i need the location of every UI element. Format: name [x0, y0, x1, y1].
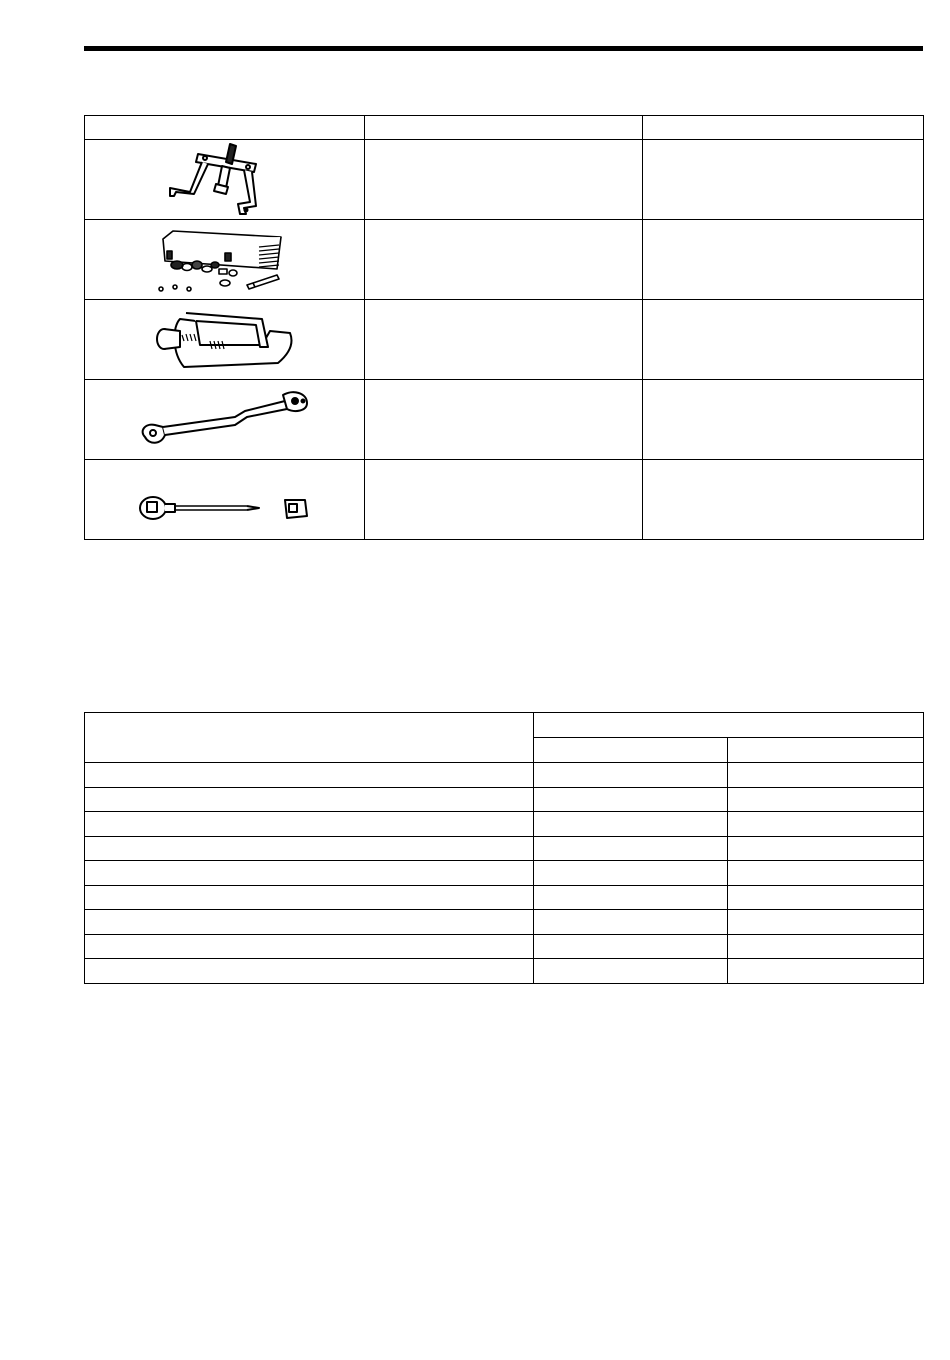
tool-illustration-cell: [85, 460, 365, 540]
tool-description: [365, 300, 643, 380]
cell-item: [85, 861, 534, 886]
cell-value-1: [534, 959, 728, 984]
header-illustration: [85, 116, 365, 140]
tool-illustration-cell: [85, 300, 365, 380]
tool-usage: [643, 140, 924, 220]
tool-description: [365, 140, 643, 220]
table-row: [85, 959, 924, 984]
spanner-wrench-icon: [135, 387, 315, 453]
table-row: [85, 763, 924, 788]
cell-item: [85, 836, 534, 861]
subheader-2: [728, 738, 924, 763]
cell-value-1: [534, 885, 728, 910]
cell-value-2: [728, 910, 924, 935]
cell-value-2: [728, 763, 924, 788]
table-row: [85, 380, 924, 460]
table-row: [85, 300, 924, 380]
subheader-1: [534, 738, 728, 763]
tool-usage: [643, 380, 924, 460]
header-group: [534, 713, 924, 738]
table-row: [85, 460, 924, 540]
cell-item: [85, 934, 534, 959]
table-row: [85, 140, 924, 220]
cell-value-2: [728, 812, 924, 837]
cell-value-2: [728, 836, 924, 861]
specifications-table: [84, 712, 924, 984]
cell-value-2: [728, 861, 924, 886]
header-usage: [643, 116, 924, 140]
cell-item: [85, 910, 534, 935]
table-header-row: [85, 116, 924, 140]
gear-puller-icon: [160, 142, 290, 218]
cell-item: [85, 812, 534, 837]
header-rule: [84, 46, 923, 51]
tool-usage: [643, 220, 924, 300]
cell-item: [85, 787, 534, 812]
cell-value-1: [534, 763, 728, 788]
table-row: [85, 836, 924, 861]
tool-illustration-cell: [85, 380, 365, 460]
cell-value-2: [728, 959, 924, 984]
table-row: [85, 861, 924, 886]
table-header-row: [85, 713, 924, 738]
tool-description: [365, 380, 643, 460]
header-description: [365, 116, 643, 140]
cell-value-1: [534, 861, 728, 886]
tool-kit-case-icon: [155, 225, 295, 295]
table-row: [85, 787, 924, 812]
table-row: [85, 934, 924, 959]
slide-hammer-icon: [135, 470, 315, 530]
cell-value-1: [534, 910, 728, 935]
tool-description: [365, 460, 643, 540]
cell-value-1: [534, 787, 728, 812]
cell-value-2: [728, 787, 924, 812]
table-row: [85, 812, 924, 837]
special-tools-table: [84, 115, 924, 540]
table-row: [85, 910, 924, 935]
tool-illustration-cell: [85, 220, 365, 300]
bearing-remover-icon: [150, 305, 300, 375]
cell-value-1: [534, 836, 728, 861]
header-item: [85, 713, 534, 763]
tool-usage: [643, 300, 924, 380]
table-row: [85, 220, 924, 300]
tool-usage: [643, 460, 924, 540]
cell-value-2: [728, 934, 924, 959]
cell-value-2: [728, 885, 924, 910]
tool-illustration-cell: [85, 140, 365, 220]
cell-value-1: [534, 812, 728, 837]
cell-value-1: [534, 934, 728, 959]
table-row: [85, 885, 924, 910]
tool-description: [365, 220, 643, 300]
cell-item: [85, 763, 534, 788]
cell-item: [85, 959, 534, 984]
cell-item: [85, 885, 534, 910]
